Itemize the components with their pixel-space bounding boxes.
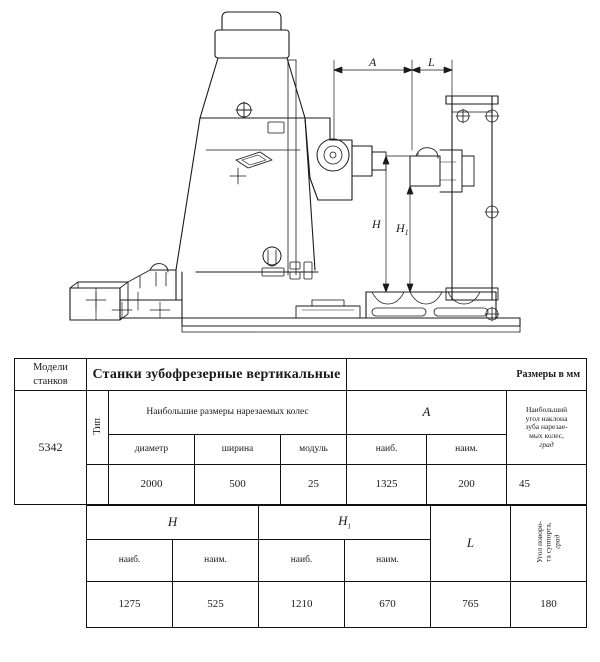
column-header-h1-min: наим. <box>345 540 431 582</box>
max-sizes-header: Наибольшие размеры нарезаемых колес <box>109 391 347 435</box>
models-header-line2: станков <box>33 375 68 387</box>
column-header-diameter: диаметр <box>109 435 195 465</box>
column-header-module: модуль <box>281 435 347 465</box>
sizes-note: Размеры в мм <box>347 359 587 391</box>
rotation-angle-label: Угол поворо- та суппорта, град <box>534 521 561 563</box>
value-L: 765 <box>431 582 511 628</box>
value-h1-min: 670 <box>345 582 431 628</box>
value-diameter: 2000 <box>109 465 195 505</box>
specification-tables <box>14 358 586 628</box>
value-module: 25 <box>281 465 347 505</box>
group-header-L: L <box>431 506 511 582</box>
column-header-h-max: наиб. <box>87 540 173 582</box>
models-header-cell <box>15 359 87 391</box>
value-h-max: 1275 <box>87 582 173 628</box>
dimension-label-H: H <box>372 217 381 231</box>
table-title: Станки зубофрезерные вертикальные <box>87 359 347 391</box>
model-number: 5342 <box>15 391 87 505</box>
group-header-A: A <box>347 391 507 435</box>
dimension-label-L: L <box>428 55 435 69</box>
value-a-max: 1325 <box>347 465 427 505</box>
bottom-row-values <box>87 582 587 628</box>
dimension-label-H1: $H_1$ <box>396 221 409 237</box>
value-rotation-angle: 180 <box>511 582 587 628</box>
max-angle-header: Наибольший угол наклона зуба нарезае- мых колес, град <box>507 391 587 465</box>
type-header-label: Тип <box>92 417 103 435</box>
column-header-a-min: наим. <box>427 435 507 465</box>
column-header-width: ширина <box>195 435 281 465</box>
models-header-line1: Модели <box>33 362 68 373</box>
value-h-min: 525 <box>173 582 259 628</box>
column-header-h-min: наим. <box>173 540 259 582</box>
group-header-H1: $H_1$ <box>259 506 431 540</box>
dimensions-table <box>86 505 587 628</box>
value-width: 500 <box>195 465 281 505</box>
main-spec-table <box>14 358 587 505</box>
type-header-cell <box>87 391 109 465</box>
table-row-group-headers <box>15 391 587 435</box>
table-row-values <box>15 465 587 505</box>
column-header-a-max: наиб. <box>347 435 427 465</box>
bottom-row-group-headers <box>87 506 587 540</box>
rotation-angle-header <box>511 506 587 582</box>
column-header-h1-max: наиб. <box>259 540 345 582</box>
dimension-label-A: A <box>369 55 377 69</box>
group-header-H: H <box>87 506 259 540</box>
value-a-min: 200 <box>427 465 507 505</box>
value-max-angle: 45 <box>507 465 587 505</box>
value-h1-max: 1210 <box>259 582 345 628</box>
value-type <box>87 465 109 505</box>
